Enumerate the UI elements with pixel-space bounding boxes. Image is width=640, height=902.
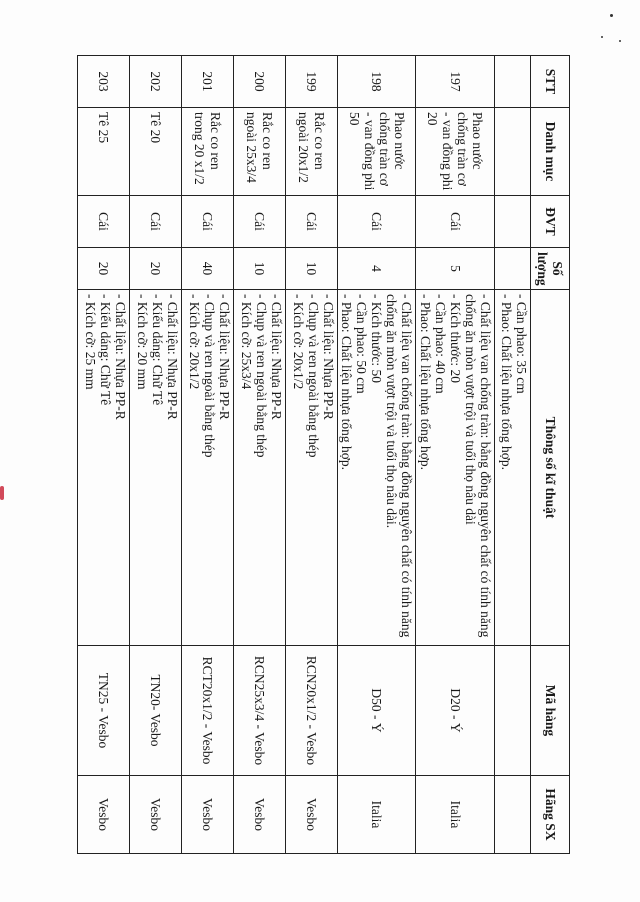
rotated-table-wrapper	[82, 55, 570, 853]
cell-stt: 200	[233, 56, 285, 108]
header-name: Danh mục	[531, 108, 570, 196]
table-row	[129, 56, 181, 854]
cell-maker: Vesbo	[129, 776, 181, 854]
header-spec: Thông số kĩ thuật	[531, 290, 570, 646]
scan-speck	[619, 40, 621, 42]
cell-stt: 203	[77, 56, 129, 108]
spec-line: - Kích thước: 20	[447, 294, 463, 384]
cell-maker: Vesbo	[285, 776, 337, 854]
spec-line: - Cần phao: 40 cm	[432, 294, 448, 394]
cell-name	[495, 108, 531, 196]
cell-unit: Cái	[416, 196, 495, 248]
spec-line: - Chất liệu: Nhựa PP-R	[112, 294, 128, 420]
cell-code: D50 - Ý	[337, 646, 416, 776]
spec-line: - Kích cỡ: 25 mm	[82, 294, 98, 390]
cell-stt: 198	[337, 56, 416, 108]
cell-unit: Cái	[233, 196, 285, 248]
scan-speck	[610, 14, 613, 17]
cell-spec	[495, 290, 531, 646]
table-row	[77, 56, 129, 854]
table-row	[416, 56, 495, 854]
cell-maker: Italia	[416, 776, 495, 854]
spec-line: - Chất liệu: Nhựa PP-R	[216, 294, 232, 420]
edge-mark	[0, 486, 4, 500]
table-row-continued	[495, 56, 531, 854]
spec-line: - Cần phao: 35 cm	[514, 294, 529, 394]
cell-code: D20 - Ý	[416, 646, 495, 776]
cell-stt: 197	[416, 56, 495, 108]
cell-spec	[181, 290, 233, 646]
cell-spec	[77, 290, 129, 646]
header-qty: Số lượng	[531, 248, 570, 290]
cell-maker	[495, 776, 531, 854]
spec-line: - Chụp và ren ngoài bằng thép	[305, 294, 321, 458]
spec-line: - Chất liệu: Nhựa PP-R	[164, 294, 180, 420]
cell-qty: 20	[77, 248, 129, 290]
spec-line: - Kích cỡ: 20x1/2	[186, 294, 202, 390]
cell-qty: 10	[285, 248, 337, 290]
spec-line: - Chất liệu: Nhựa PP-R	[268, 294, 284, 420]
spec-line: - Phao: Chất liệu nhựa tổng hợp.	[339, 294, 355, 471]
cell-code: TN20- Vesbo	[129, 646, 181, 776]
cell-name: Phao nước chống tràn cơ - van đồng phi 20	[416, 108, 495, 196]
scan-speck	[601, 36, 603, 38]
cell-unit: Cái	[337, 196, 416, 248]
header-unit: ĐVT	[531, 196, 570, 248]
spec-line: - Chụp và ren ngoài bằng thép	[201, 294, 217, 458]
spec-line: - Kích thước: 50	[369, 294, 385, 384]
cell-qty: 10	[233, 248, 285, 290]
cell-unit: Cái	[285, 196, 337, 248]
spec-line: - Phao: Chất liệu nhựa tổng hợp.	[417, 294, 433, 471]
table-row	[285, 56, 337, 854]
cell-spec	[337, 290, 416, 646]
header-stt: STT	[531, 56, 570, 108]
cell-maker: Vesbo	[77, 776, 129, 854]
cell-unit: Cái	[77, 196, 129, 248]
cell-unit: Cái	[181, 196, 233, 248]
cell-stt: 201	[181, 56, 233, 108]
cell-qty: 40	[181, 248, 233, 290]
cell-name: Rắc co ren ngoài 20x1/2	[285, 108, 337, 196]
cell-spec	[129, 290, 181, 646]
cell-code	[495, 646, 531, 776]
cell-code: RCT20x1/2 - Vesbo	[181, 646, 233, 776]
cell-stt: 199	[285, 56, 337, 108]
cell-name: Phao nước chống tràn cơ - van đồng phi 50	[337, 108, 416, 196]
cell-qty: 20	[129, 248, 181, 290]
spec-line: - Kiểu dáng: Chữ Tê	[97, 294, 113, 406]
product-spec-table	[77, 55, 570, 854]
spec-line: - Chất liệu van chống tràn: bằng đồng nguyên chất có tính năng chống ăn mòn vượt trội và tuổi thọ nâu dài	[462, 294, 493, 638]
spec-line: - Kích cỡ: 20 mm	[134, 294, 150, 390]
cell-qty: 5	[416, 248, 495, 290]
spec-line: - Chụp và ren ngoài bằng thép	[253, 294, 269, 458]
cell-name: Rắc co ren trong 20 x1/2	[181, 108, 233, 196]
cell-maker: Italia	[337, 776, 416, 854]
cell-unit	[495, 196, 531, 248]
table-row	[337, 56, 416, 854]
cell-spec	[285, 290, 337, 646]
cell-stt	[495, 56, 531, 108]
spec-line: - Kích cỡ: 20x1/2	[290, 294, 306, 390]
spec-line: - Cần phao: 50 cm	[354, 294, 370, 394]
header-code: Mã hàng	[531, 646, 570, 776]
cell-stt: 202	[129, 56, 181, 108]
spec-line: - Kích cỡ: 25x3/4	[238, 294, 254, 390]
cell-qty	[495, 248, 531, 290]
cell-code: TN25 - Vesbo	[77, 646, 129, 776]
spec-line: - Chất liệu van chống tràn: bằng đồng nguyên chất có tính năng chống ăn mòn vượt trội và tuổi thọ nâu dài.	[384, 294, 415, 638]
table-row	[181, 56, 233, 854]
spec-line: - Phao: Chất liệu nhựa tổng hợp.	[498, 294, 514, 471]
cell-name: Rắc co ren ngoài 25x3/4	[233, 108, 285, 196]
cell-code: RCN25x3/4 - Vesbo	[233, 646, 285, 776]
cell-unit: Cái	[129, 196, 181, 248]
table-header-row	[531, 56, 570, 854]
spec-line: - Chất liệu: Nhựa PP-R	[320, 294, 336, 420]
cell-spec	[416, 290, 495, 646]
cell-name: Tê 20	[129, 108, 181, 196]
table-row	[233, 56, 285, 854]
cell-maker: Vesbo	[181, 776, 233, 854]
cell-spec	[233, 290, 285, 646]
cell-qty: 4	[337, 248, 416, 290]
spec-line: - Kiểu dáng: Chữ Tê	[149, 294, 165, 406]
cell-code: RCN20x1/2 - Vesbo	[285, 646, 337, 776]
cell-name: Tê 25	[77, 108, 129, 196]
header-maker: Hãng SX	[531, 776, 570, 854]
cell-maker: Vesbo	[233, 776, 285, 854]
